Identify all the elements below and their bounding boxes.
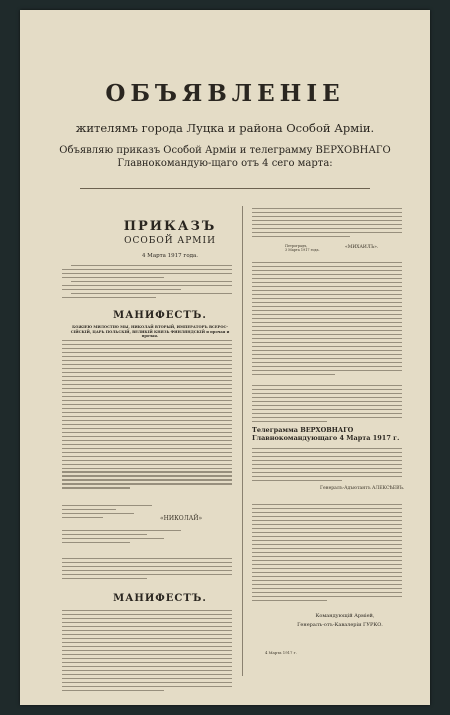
place-date: 4 Марта 1917 г. bbox=[265, 650, 297, 655]
mikhail-manifesto-text bbox=[252, 208, 402, 240]
mikhail-signature: «МИХАИЛЪ». bbox=[345, 245, 379, 250]
header-divider bbox=[80, 188, 370, 189]
signoff-name: Генералъ-отъ-Кавалеріи ГУРКО. bbox=[297, 622, 383, 628]
manifest1-title: МАНИФЕСТЪ. bbox=[113, 310, 207, 321]
abdication-text bbox=[62, 558, 232, 582]
right-body-text-1 bbox=[252, 262, 402, 378]
alexeev-signature: Генералъ-Адъютантъ АЛЕКСѢЕВЪ. bbox=[320, 486, 405, 491]
closing-appeal-text bbox=[252, 504, 402, 604]
prikaz-title: ПРИКАЗЪ bbox=[123, 219, 217, 234]
manifest1-notes bbox=[62, 505, 152, 521]
manifest2-body-text bbox=[62, 610, 232, 694]
mikhail-date: Петроградъ, 3 Марта 1917 года. bbox=[285, 244, 320, 252]
proclamation-intro: Объявляю приказъ Особой Арміи и телеграмму ВЕРХОВНАГО Главнокомандую-щаго отъ 4 сего марта: bbox=[59, 145, 391, 169]
proclamation-title: ОБЪЯВЛЕНІЕ bbox=[105, 80, 345, 107]
signoff-role: Командующій Арміей, bbox=[315, 613, 375, 619]
manifest1-body-text bbox=[62, 340, 232, 491]
telegram-body-text bbox=[252, 448, 402, 484]
prikaz-body-text bbox=[62, 265, 232, 301]
right-body-text-2 bbox=[252, 385, 402, 425]
proclamation-subtitle: жителямъ города Луцка и района Особой Арміи. bbox=[75, 121, 375, 135]
telegram-heading: Телеграмма ВЕРХОВНАГО Главнокомандующаго 4 Марта 1917 г. bbox=[252, 426, 400, 442]
prikaz-subtitle: ОСОБОЙ АРМІИ bbox=[124, 236, 216, 246]
proclamation-sheet bbox=[20, 10, 430, 705]
manifest1-signature: «НИКОЛАЙ» bbox=[160, 515, 203, 522]
manifest2-title: МАНИФЕСТЪ. bbox=[113, 593, 207, 604]
column-divider bbox=[242, 206, 243, 676]
manifest1-lead: БОЖІЕЮ МИЛОСТІЮ МЫ, НИКОЛАЙ ВТОРЫЙ, ИМПЕРАТОРЪ ВСЕРОС-СІЙСКІЙ, ЦАРЬ ПОЛЬСКІЙ, ВЕЛИКІЙ КНЯЗЬ ФИНЛЯНДСКІЙ и прочая и прочая. bbox=[70, 325, 230, 338]
manifest1-footnote bbox=[62, 530, 232, 546]
prikaz-date: 4 Марта 1917 года. bbox=[141, 253, 199, 259]
